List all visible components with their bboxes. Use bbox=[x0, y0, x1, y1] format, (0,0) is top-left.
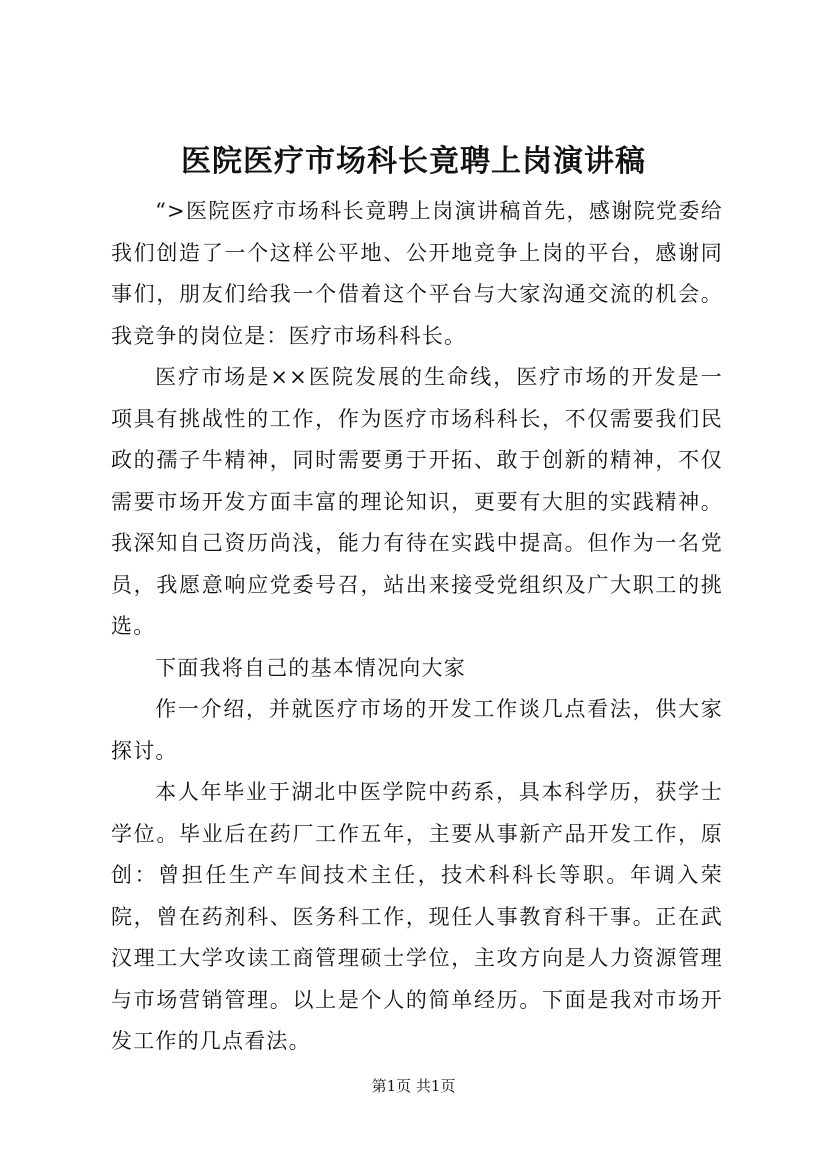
paragraph-self-intro-lead: 下面我将自己的基本情况向大家 bbox=[155, 655, 466, 680]
paragraph-market: 医疗市场是××医院发展的生命线，医疗市场的开发是一项具有挑战性的工作，作为医疗市场科科长，不仅需要我们民政的孺子牛精神，同时需要勇于开拓、敢于创新的精神，不仅需要市场开发方面丰富的理论知识，更要有大胆的实践精神。我深知自己资历尚浅，能力有待在实践中提高。但作为一名党员，我愿意响应党委号召，站出来接受党组织及广大职工的挑选。 bbox=[111, 365, 723, 638]
paragraph-intro: “>医院医疗市场科长竟聘上岗演讲稿首先，感谢院党委给我们创造了一个这样公平地、公开地竞争上岗的平台，感谢同事们，朋友们给我一个借着这个平台与大家沟通交流的机会。我竞争的岗位是：医疗市场科科长。 bbox=[111, 199, 723, 348]
document-title: 医院医疗市场科长竟聘上岗演讲稿 bbox=[181, 144, 646, 179]
paragraph-background: 本人年毕业于湖北中医学院中药系，具本科学历，获学士学位。毕业后在药厂工作五年，主要从事新产品开发工作，原创：曾担任生产车间技术主任，技术科科长等职。年调入荣院，曾在药剂科、医务科工作，现任人事教育科干事。正在武汉理工大学攻读工商管理硕士学位，主攻方向是人力资源管理与市场营销管理。以上是个人的简单经历。下面是我对市场开发工作的几点看法。 bbox=[111, 780, 723, 1053]
paragraph-self-intro-cont: 作一介绍，并就医疗市场的开发工作谈几点看法，供大家探讨。 bbox=[111, 697, 723, 763]
page-footer: 第1页 共1页 bbox=[371, 1077, 456, 1095]
document-body bbox=[111, 191, 723, 1063]
